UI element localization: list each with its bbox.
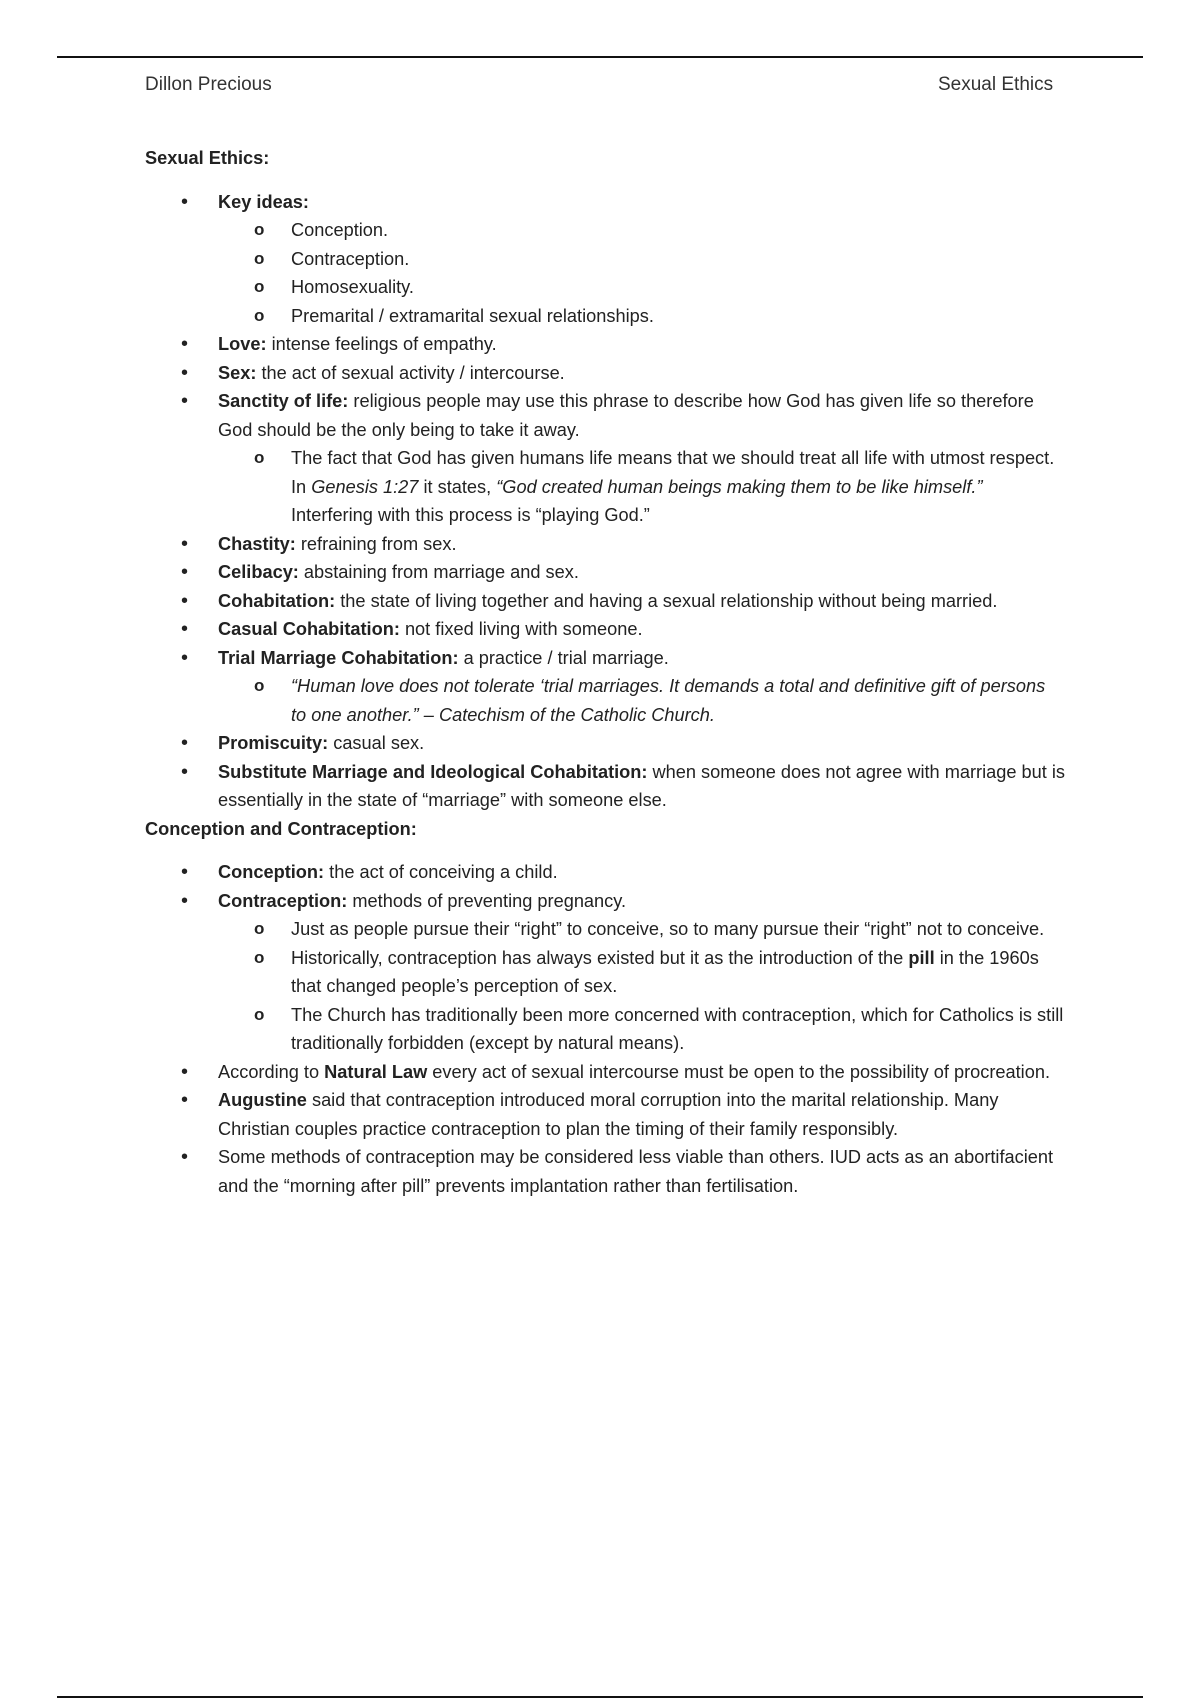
term: Celibacy: — [218, 562, 299, 582]
term: Trial Marriage Cohabitation: — [218, 647, 459, 668]
definition: not fixed living with someone. — [399, 619, 643, 639]
list-item — [218, 672, 1065, 729]
term: Augustine — [218, 1090, 307, 1110]
list-item-augustine — [145, 1086, 1065, 1143]
header-rule — [57, 56, 1143, 58]
list-item: o Conception. — [218, 216, 1065, 245]
list-item-sanctity-of-life — [145, 387, 1065, 530]
scripture-reference: Genesis 1:27 — [311, 476, 419, 497]
footer-rule — [57, 1696, 1143, 1698]
definitions-list — [145, 188, 1065, 815]
conception-list — [145, 858, 1065, 1200]
list-item-sex — [145, 359, 1065, 388]
list-item: o Contraception. — [218, 245, 1065, 274]
definition: the state of living together and having a sexual relationship without being married. — [335, 590, 998, 611]
sanctity-sublist — [218, 444, 1065, 530]
term: Conception: — [218, 862, 325, 882]
text: in the 1960s that changed people’s perception of sex. — [291, 947, 1039, 996]
term: Love: — [218, 334, 267, 354]
term: Casual Cohabitation: — [218, 619, 400, 639]
text: every act of sexual intercourse must be open to the possibility of procreation. — [427, 1061, 1050, 1082]
list-item-casual-cohabitation — [145, 615, 1065, 644]
term: Sex: — [218, 362, 257, 383]
definition: the act of sexual activity / intercourse. — [256, 362, 565, 383]
list-item-promiscuity — [145, 729, 1065, 758]
term: pill — [908, 947, 935, 968]
trial-sublist — [218, 672, 1065, 729]
list-item: o Premarital / extramarital sexual relationships. — [218, 302, 1065, 331]
definition: casual sex. — [328, 733, 425, 753]
definition: intense feelings of empathy. — [266, 334, 497, 354]
term: Key ideas: — [218, 191, 309, 212]
term: Sanctity of life: — [218, 391, 349, 411]
document-body — [145, 144, 1065, 1200]
text: Interfering with this process is “playing God.” — [291, 505, 650, 525]
term: Promiscuity: — [218, 733, 329, 753]
quote: “Human love does not tolerate ‘trial marriages. It demands a total and definitive gift of persons to one another.” – Catechism of the Catholic Church. — [291, 676, 1046, 725]
text: The fact that God has given humans life means that we should treat all life with utmost respect. In — [291, 448, 1055, 497]
list-item-chastity — [145, 530, 1065, 559]
quote: “God created human beings making them to be like himself.” — [496, 476, 983, 497]
list-item-celibacy — [145, 558, 1065, 587]
list-item-conception — [145, 858, 1065, 887]
definition: methods of preventing pregnancy. — [347, 890, 627, 911]
list-item: o Homosexuality. — [218, 273, 1065, 302]
header-author: Dillon Precious — [145, 74, 272, 95]
text: it states, — [418, 476, 497, 497]
text: Historically, contraception has always existed but it as the introduction of the — [291, 947, 909, 968]
term: Chastity: — [218, 533, 296, 554]
definition: refraining from sex. — [295, 533, 457, 554]
key-ideas-sublist — [218, 216, 1065, 330]
definition: when someone does not agree with marriage but is essentially in the state of “marriage” with someone else. — [218, 761, 1066, 810]
text: said that contraception introduced moral corruption into the marital relationship. Many Christian couples practice contraception to plan the timing of their family responsibly. — [218, 1090, 999, 1139]
section-heading-sexual-ethics: Sexual Ethics: — [145, 148, 270, 168]
definition: abstaining from marriage and sex. — [298, 562, 579, 582]
definition: a practice / trial marriage. — [458, 647, 669, 668]
list-item-love — [145, 330, 1065, 359]
term: Cohabitation: — [218, 590, 336, 611]
term: Contraception: — [218, 890, 348, 911]
list-item-contraception — [145, 887, 1065, 1058]
list-item-cohabitation — [145, 587, 1065, 616]
term: Natural Law — [324, 1061, 428, 1082]
section-heading-conception: Conception and Contraception: — [145, 818, 417, 839]
definition: religious people may use this phrase to describe how God has given life so therefore God should be the only being to take it away. — [218, 391, 1034, 440]
list-item-key-ideas — [145, 188, 1065, 331]
list-item-methods: • Some methods of contraception may be considered less viable than others. IUD acts as an abortifacient and the “morning after pill” prevents implantation rather than fertilisation. — [145, 1143, 1065, 1200]
list-item — [218, 444, 1065, 530]
text: According to — [218, 1061, 325, 1082]
list-item: o Just as people pursue their “right” to conceive, so to many pursue their “right” not to conceive. — [218, 915, 1065, 944]
list-item-substitute-marriage — [145, 758, 1065, 815]
list-item — [218, 944, 1065, 1001]
list-item-trial-marriage — [145, 644, 1065, 730]
contraception-sublist — [218, 915, 1065, 1058]
list-item-natural-law — [145, 1058, 1065, 1087]
term: Substitute Marriage and Ideological Cohabitation: — [218, 761, 648, 782]
list-item: o The Church has traditionally been more concerned with contraception, which for Catholics is still traditionally forbidden (except by natural means). — [218, 1001, 1065, 1058]
header-title: Sexual Ethics — [938, 74, 1054, 95]
definition: the act of conceiving a child. — [324, 862, 558, 882]
